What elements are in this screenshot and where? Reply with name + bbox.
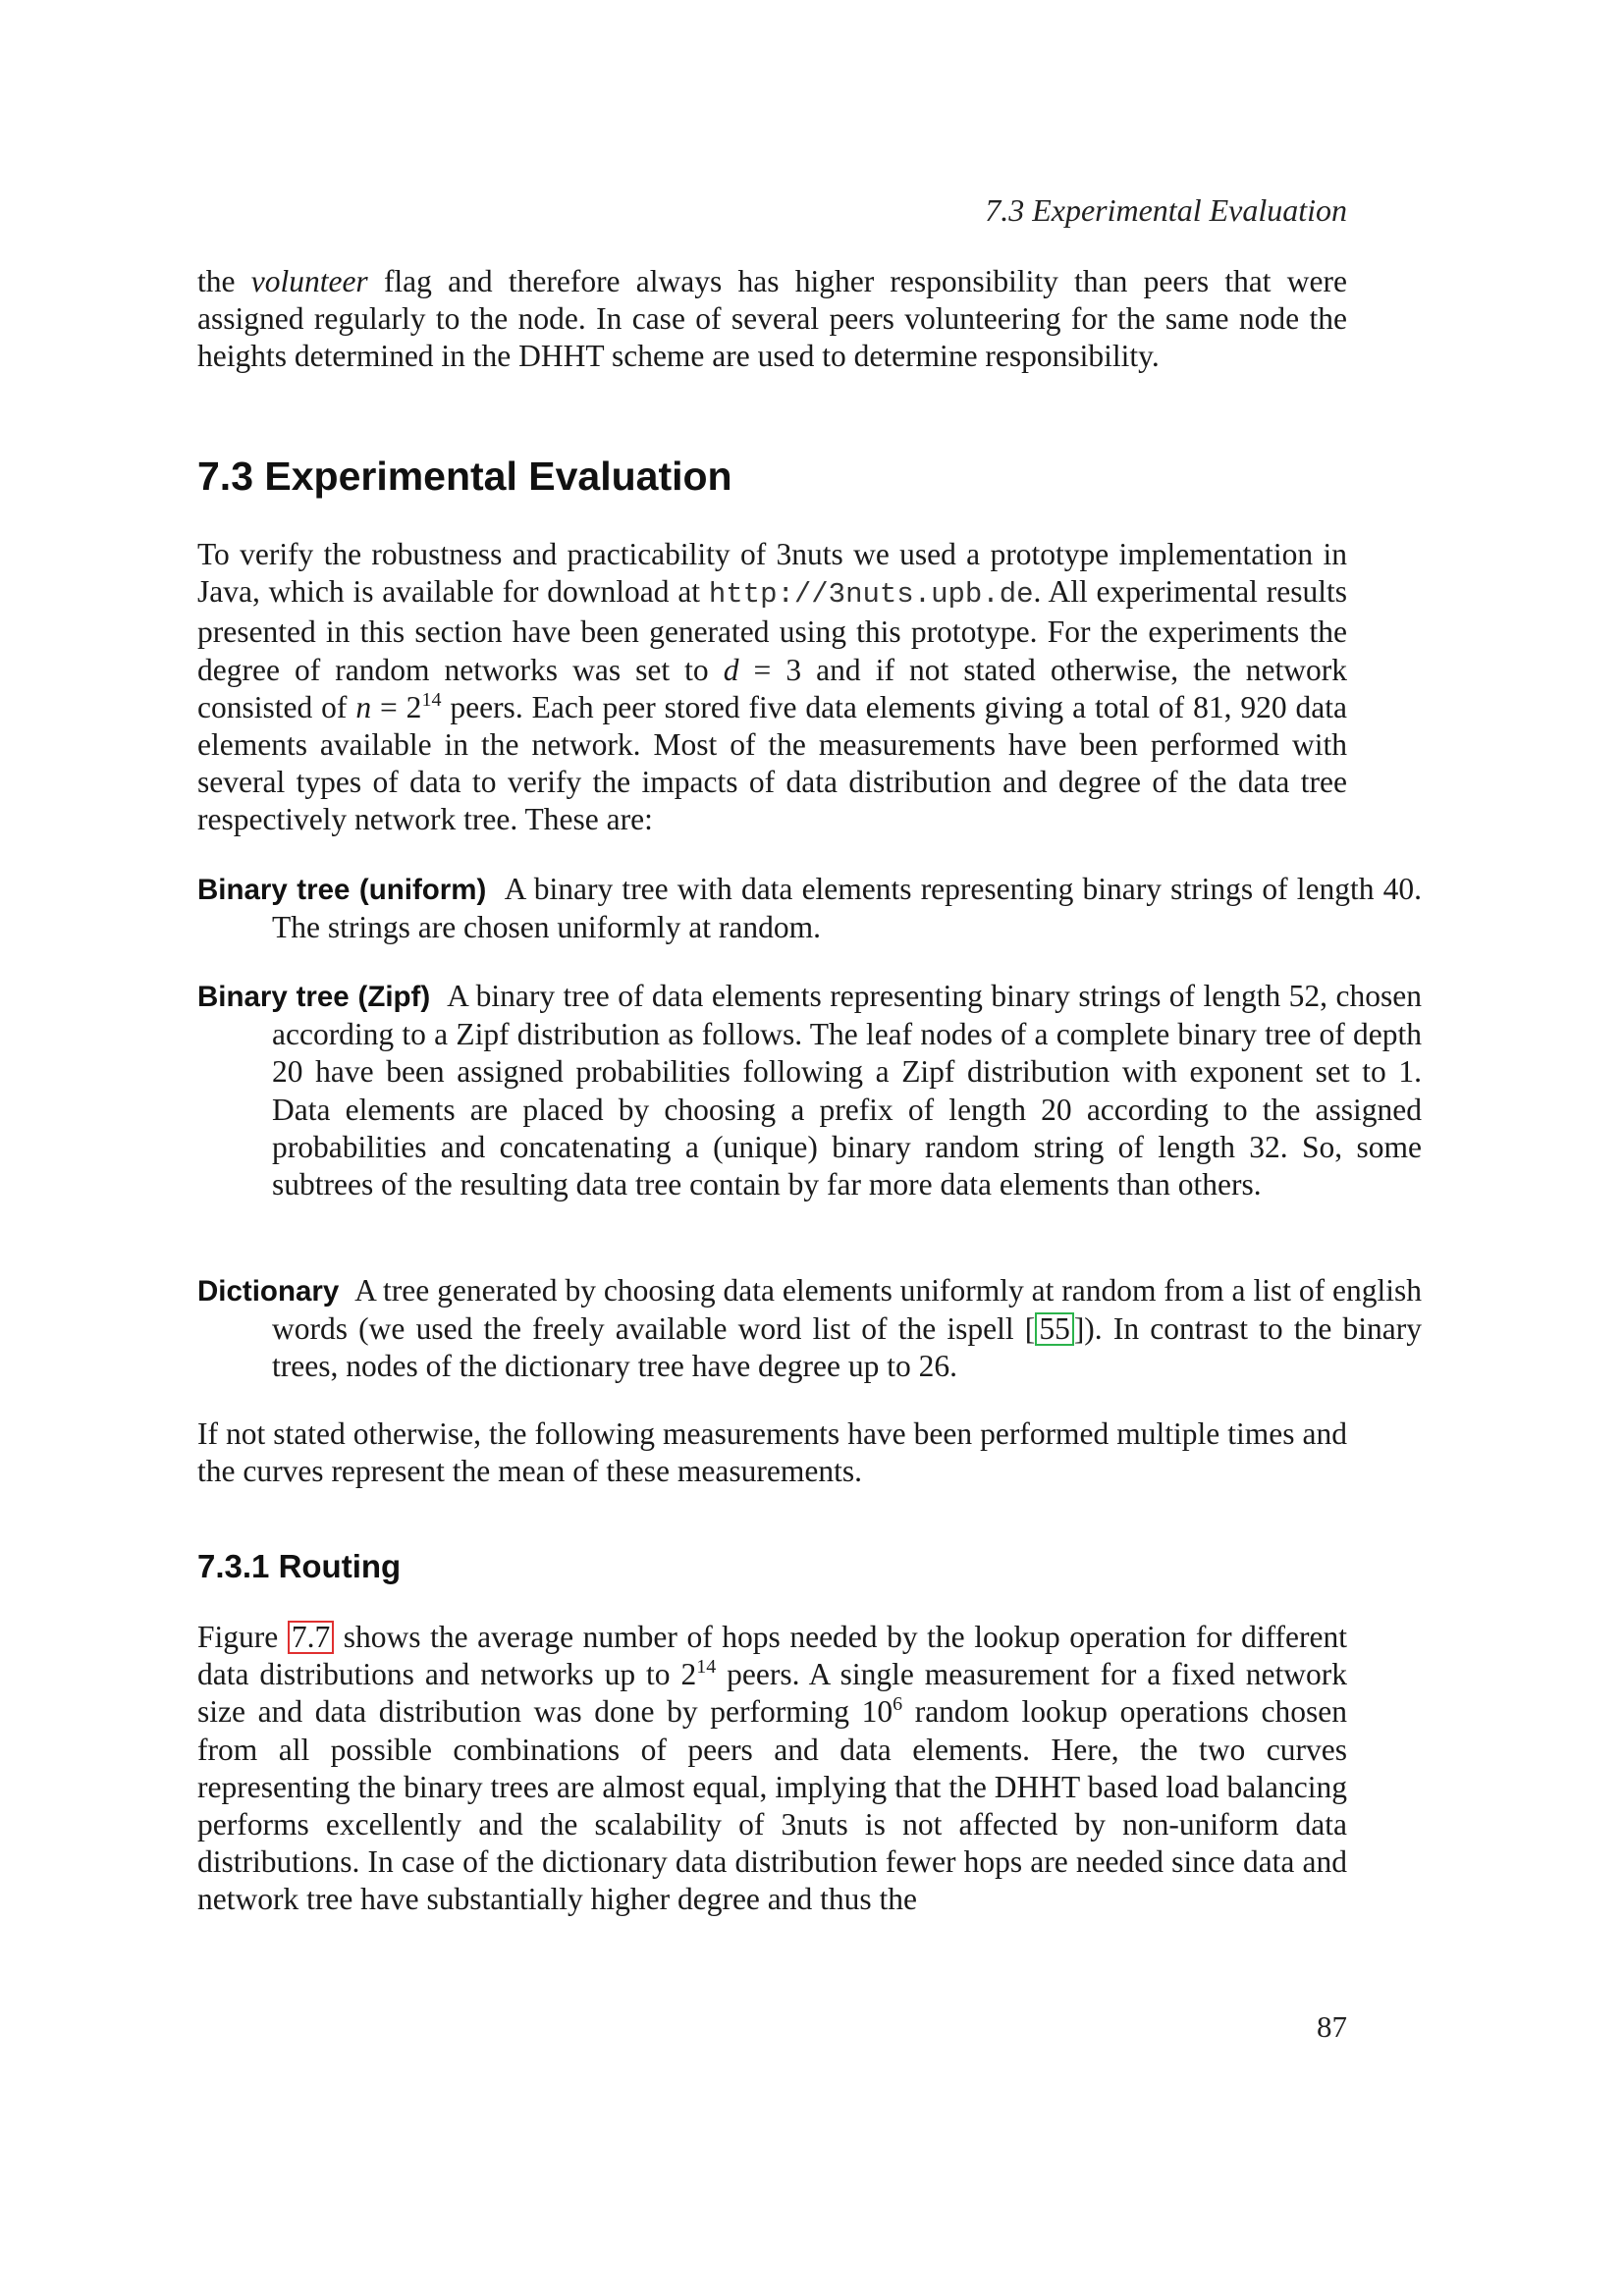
figure-ref-link[interactable]: 7.7 (288, 1621, 334, 1654)
section-text-2: . All experimental results presented in this section have been generated using this prototype. For the experiments the degree of random networks was set to (197, 574, 1347, 687)
section-text-4: = 2 (371, 689, 422, 724)
section-paragraph (197, 536, 1347, 839)
citation-link[interactable]: 55 (1035, 1312, 1074, 1346)
definition-text: A binary tree of data elements representing binary strings of length 52, chosen according to a Zipf distribution as follows. The leaf nodes of a complete binary tree of depth 20 have been assigned probabilities following a Zipf distribution with exponent set to 1. Data elements are placed by choosing a prefix of length 20 according to the assigned probabilities and concatenating a (unique) binary random string of length 32. So, some subtrees of the resulting data tree contain by far more data elements than others. (272, 979, 1422, 1202)
definition-text: A tree generated by choosing data elements uniformly at random from a list of english words (we used the freely available word list of the ispell [ (272, 1273, 1423, 1347)
section-heading: 7.3 Experimental Evaluation (197, 454, 732, 499)
page-number: 87 (1317, 2009, 1347, 2044)
definition-text: A binary tree with data elements representing binary strings of length 40. The strings are chosen uniformly at random. (272, 872, 1422, 945)
intro-text-start: the (197, 264, 251, 298)
definition-item (197, 1272, 1422, 1386)
math-var-d: d (723, 652, 739, 687)
intro-paragraph (197, 263, 1347, 376)
routing-paragraph (197, 1619, 1347, 1919)
definition-term: Binary tree (uniform) (197, 874, 487, 906)
definition-item (197, 978, 1422, 1203)
section-text-3: = 3 and if not stated otherwise, the network consisted of (197, 652, 1347, 724)
definition-item (197, 871, 1422, 946)
running-header: 7.3 Experimental Evaluation (985, 192, 1347, 228)
definition-term: Binary tree (Zipf) (197, 981, 431, 1013)
definition-term: Dictionary (197, 1275, 340, 1308)
exponent: 6 (893, 1693, 903, 1716)
routing-text-4: random lookup operations chosen from all possible combinations of peers and data elements. Here, the two curves representing the binary trees are almost equal, implying that the DHHT based load balancing performs excellently and the scalability of 3nuts is not affected by non-uniform data distributions. In case of the dictionary data distribution fewer hops are needed since data and network tree have substantially higher degree and thus the (197, 1694, 1347, 1917)
routing-text-1: Figure (197, 1620, 288, 1654)
italic-term: volunteer (250, 264, 368, 298)
section-text-1: To verify the robustness and practicability of 3nuts we used a prototype implementation in Java, which is available for download at (197, 537, 1347, 610)
math-var-n: n (355, 689, 372, 724)
exponent: 14 (696, 1656, 717, 1679)
routing-text-3: peers. A single measurement for a fixed network size and data distribution was done by performing 10 (197, 1657, 1347, 1730)
routing-text-2: shows the average number of hops needed by the lookup operation for different data distributions and networks up to 2 (197, 1620, 1347, 1692)
subsection-heading: 7.3.1 Routing (197, 1548, 402, 1584)
intro-text-end: flag and therefore always has higher responsibility than peers that were assigned regularly to the node. In case of several peers volunteering for the same node the heights determined in the DHHT scheme are used to determine responsibility. (197, 264, 1348, 374)
closing-paragraph: If not stated otherwise, the following measurements have been performed multiple times and the curves represent the mean of these measurements. (197, 1416, 1347, 1489)
definition-text: ]). In contrast to the binary trees, nodes of the dictionary tree have degree up to 26. (272, 1311, 1423, 1384)
exponent: 14 (421, 688, 442, 711)
download-url-link[interactable]: http://3nuts.upb.de (708, 578, 1034, 612)
section-text-5: peers. Each peer stored five data elements giving a total of 81, 920 data elements available in the network. Most of the measurements have been performed with several types of data to verify the impacts of data distribution and degree of the data tree respectively network tree. These are: (197, 689, 1347, 837)
